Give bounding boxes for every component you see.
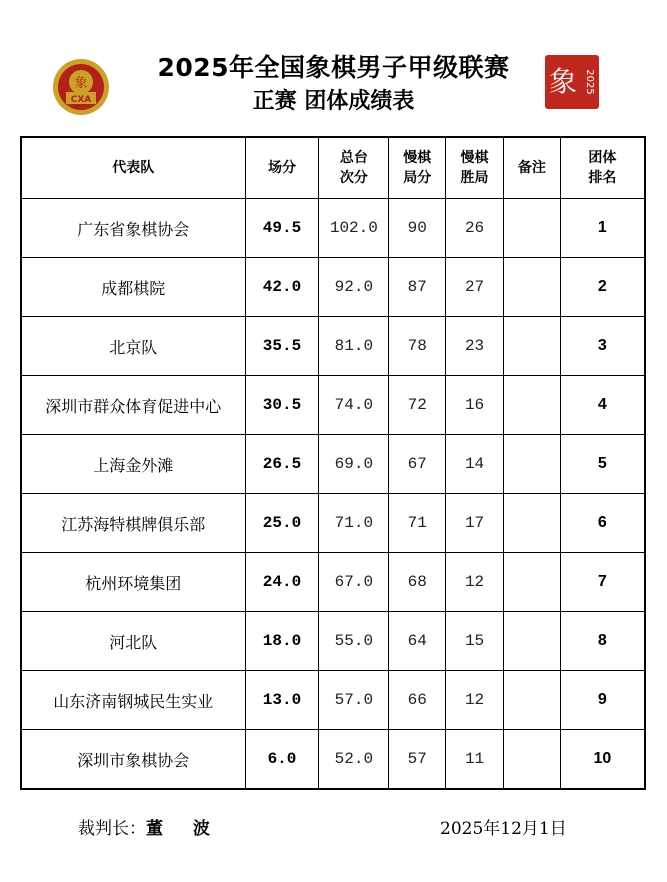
slow-game-wins: 27 [446,258,504,317]
team-name: 深圳市象棋协会 [21,730,245,790]
team-name: 山东济南钢城民生实业 [21,671,245,730]
team-name: 河北队 [21,612,245,671]
match-points: 35.5 [245,317,319,376]
match-points: 6.0 [245,730,319,790]
referee [78,814,222,839]
column-header: 慢棋 胜局 [446,137,504,199]
team-rank: 8 [560,612,645,671]
team-rank: 7 [560,553,645,612]
slow-game-points: 87 [389,258,446,317]
total-board-points: 69.0 [319,435,389,494]
column-header: 总台 次分 [319,137,389,199]
slow-game-wins: 17 [446,494,504,553]
match-points: 18.0 [245,612,319,671]
total-board-points: 102.0 [319,199,389,258]
column-header: 备注 [503,137,560,199]
column-header: 团体 排名 [560,137,645,199]
table-row [21,317,645,376]
team-name: 上海金外滩 [21,435,245,494]
remark [503,199,560,258]
team-rank: 9 [560,671,645,730]
team-rank: 1 [560,199,645,258]
column-header: 慢棋 局分 [389,137,446,199]
team-rank: 6 [560,494,645,553]
remark [503,553,560,612]
match-points: 25.0 [245,494,319,553]
total-board-points: 67.0 [319,553,389,612]
referee-name: 董 波 [146,819,222,839]
table-header-row [21,137,645,199]
table-row [21,730,645,790]
slow-game-wins: 12 [446,671,504,730]
remark [503,494,560,553]
table-row [21,553,645,612]
slow-game-points: 68 [389,553,446,612]
match-points: 30.5 [245,376,319,435]
team-name: 深圳市群众体育促进中心 [21,376,245,435]
team-name: 北京队 [21,317,245,376]
total-board-points: 57.0 [319,671,389,730]
team-rank: 10 [560,730,645,790]
remark [503,435,560,494]
remark [503,376,560,435]
referee-label: 裁判长： [78,819,146,839]
total-board-points: 92.0 [319,258,389,317]
total-board-points: 55.0 [319,612,389,671]
slow-game-points: 90 [389,199,446,258]
logo-left-text: CXA [70,95,92,105]
total-board-points: 74.0 [319,376,389,435]
total-board-points: 52.0 [319,730,389,790]
slow-game-wins: 26 [446,199,504,258]
remark [503,671,560,730]
team-rank: 4 [560,376,645,435]
page-title: 2025年全国象棋男子甲级联赛 [157,53,510,82]
report-date: 2025年12月1日 [440,819,567,839]
slow-game-points: 66 [389,671,446,730]
remark [503,317,560,376]
slow-game-wins: 11 [446,730,504,790]
logo-right-text: 2025 [584,69,595,95]
team-rank: 2 [560,258,645,317]
table-row [21,494,645,553]
team-name: 广东省象棋协会 [21,199,245,258]
table-row [21,199,645,258]
slow-game-wins: 23 [446,317,504,376]
slow-game-points: 64 [389,612,446,671]
match-points: 24.0 [245,553,319,612]
team-name: 成都棋院 [21,258,245,317]
slow-game-wins: 15 [446,612,504,671]
slow-game-points: 72 [389,376,446,435]
team-rank: 5 [560,435,645,494]
table-row [21,376,645,435]
page-subtitle: 正赛 团体成绩表 [252,89,415,114]
slow-game-wins: 12 [446,553,504,612]
logo-left-glyph: 象 [74,76,88,91]
column-header: 场分 [245,137,319,199]
remark [503,612,560,671]
total-board-points: 71.0 [319,494,389,553]
slow-game-points: 67 [389,435,446,494]
standings-table [20,136,646,790]
table-row [21,258,645,317]
remark [503,258,560,317]
slow-game-wins: 14 [446,435,504,494]
match-points: 26.5 [245,435,319,494]
column-header: 代表队 [21,137,245,199]
team-name: 江苏海特棋牌俱乐部 [21,494,245,553]
remark [503,730,560,790]
match-points: 42.0 [245,258,319,317]
slow-game-points: 57 [389,730,446,790]
match-points: 49.5 [245,199,319,258]
total-board-points: 81.0 [319,317,389,376]
table-row [21,671,645,730]
slow-game-points: 78 [389,317,446,376]
table-row [21,612,645,671]
logo-right-glyph: 象 [548,65,578,98]
match-points: 13.0 [245,671,319,730]
slow-game-points: 71 [389,494,446,553]
team-name: 杭州环境集团 [21,553,245,612]
table-body [21,199,645,790]
table-row [21,435,645,494]
team-rank: 3 [560,317,645,376]
slow-game-wins: 16 [446,376,504,435]
